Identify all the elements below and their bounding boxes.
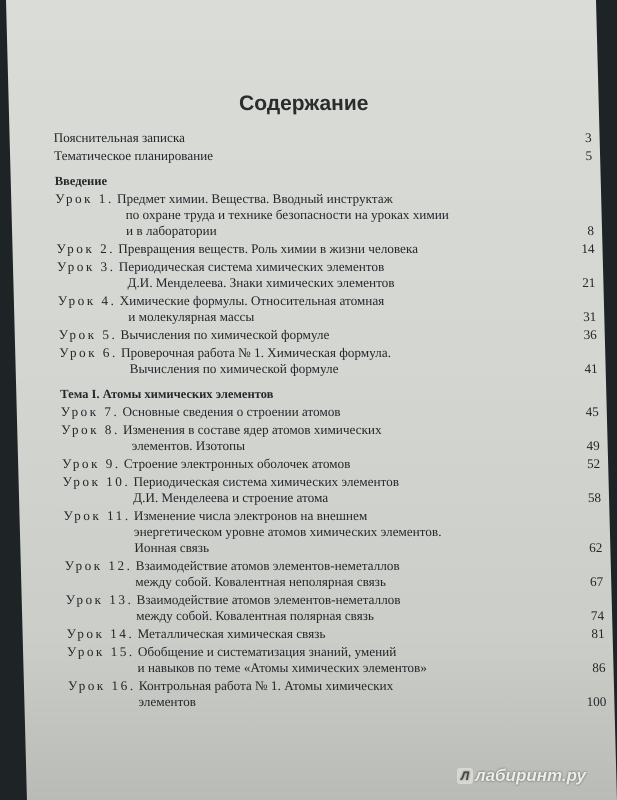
lesson-title: Контрольная работа № 1. Атомы химических [138,678,394,693]
lesson-line [68,694,606,710]
lesson-line [61,422,599,438]
lesson-title: Д.И. Менделеева. Знаки химических элементов [127,275,395,290]
page-number: 31 [582,309,597,324]
lesson-title: элементов [138,694,197,709]
lesson-title: Вычисления по химической формуле [120,327,330,342]
lesson-label: Урок 2. [56,241,116,256]
lesson-line [58,309,596,325]
lesson-label: Урок 16. [67,678,136,693]
lesson-label: Урок 10. [62,474,131,489]
page-number: 3 [584,130,592,145]
lesson-entry [66,626,604,642]
lesson-title: по охране труда и технике безопасности на уроках химии [125,207,450,222]
lesson-title: и в лаборатории [125,223,217,238]
lesson-line [65,574,603,590]
page-number: 67 [589,574,604,589]
lesson-title: Ионная связь [134,540,210,555]
lesson-title: Периодическая система химических элементов [133,474,400,489]
lesson-label: Урок 7. [60,404,120,419]
lesson-title: Вычисления по химической формуле [129,361,339,376]
lesson-line [56,241,594,257]
lesson-title: Изменение числа электронов на внешнем [133,508,368,523]
lesson-title: Обобщение и систематизация знаний, умений [137,644,397,659]
lesson-line [66,608,604,624]
lesson-entry [58,293,597,325]
lesson-label: Урок 15. [66,644,135,659]
lesson-title: и навыков по теме «Атомы химических элементов» [137,660,428,675]
lesson-title: между собой. Ковалентная полярная связь [135,608,375,623]
lesson-title: Взаимодействие атомов элементов-неметаллов [136,592,401,607]
lesson-line [55,191,593,207]
lesson-line [66,626,604,642]
page-number: 8 [587,223,595,238]
lesson-label: Урок 14. [66,626,135,641]
lesson-label: Урок 5. [58,327,118,342]
entry-text: Тематическое планирование [53,148,214,163]
page-number: 81 [591,626,605,641]
page-number: 100 [586,694,607,709]
lesson-title: Периодическая система химических элементов [118,259,385,274]
lesson-title: Изменения в составе ядер атомов химических [122,422,382,437]
lesson-label: Урок 11. [63,508,131,523]
lesson-line [67,644,605,660]
page-number: 41 [584,361,598,376]
toc-line [54,148,592,164]
lesson-title: Строение электронных оболочек атомов [123,456,351,471]
lesson-line [58,293,596,309]
lesson-title: Д.И. Менделеева и строение атома [132,490,329,505]
lesson-label: Урок 9. [61,456,121,471]
lesson-entry [63,508,602,556]
lesson-entry [57,259,596,291]
lesson-entry [59,345,598,377]
lesson-line [57,275,595,291]
page-title: Содержание [238,92,369,115]
page-number: 74 [590,608,605,623]
intro-entries [53,130,592,164]
lesson-title: Превращения веществ. Роль химии в жизни человека [118,241,419,256]
lesson-entry [59,327,597,343]
lesson-entry [66,592,605,624]
lesson-line [61,438,599,454]
watermark-text: лабиринт.ру [475,766,586,785]
lesson-label: Урок 13. [65,592,134,607]
lesson-title: Металлическая химическая связь [137,626,326,641]
lesson-entry [65,558,604,590]
lesson-title: между собой. Ковалентная неполярная связь [135,574,387,589]
lesson-entry [56,241,594,257]
watermark [457,766,586,786]
lesson-line [61,404,599,420]
lesson-title: Химические формулы. Относительная атомная [119,293,385,308]
lesson-title: Предмет химии. Вещества. Вводный инструктаж [116,191,393,206]
lesson-line [63,508,601,524]
intro-lessons [55,191,598,377]
page-number: 86 [592,660,606,675]
lesson-entry [62,456,600,472]
lesson-title: Проверочная работа № 1. Химическая формула. [120,345,392,360]
lesson-title: Основные сведения о строении атомов [122,404,341,419]
section-heading-intro: Введение [54,174,108,188]
lesson-label: Урок 12. [64,558,133,573]
page-number: 58 [587,490,602,505]
toc-line [53,130,591,146]
toc-entry [54,148,592,164]
lesson-label: Урок 3. [56,259,116,274]
lesson-label: Урок 4. [57,293,117,308]
lesson-line [62,456,600,472]
lesson-label: Урок 1. [55,191,114,206]
toc-entry [53,130,591,146]
table-of-contents [53,130,606,712]
entry-text: Пояснительная записка [53,130,186,145]
lesson-entry [62,474,601,506]
lesson-entry [61,422,600,454]
lesson-entry [61,404,599,420]
page-number: 21 [582,275,596,290]
lesson-line [57,259,595,275]
lesson-line [55,207,593,223]
lesson-line [59,361,597,377]
lesson-line [63,490,601,506]
book-page [6,0,617,800]
page-number: 52 [586,456,601,471]
lesson-entry [55,191,594,239]
lesson-line [56,223,594,239]
page-number: 62 [588,540,603,555]
page-number: 14 [581,241,595,256]
section-heading-topic-1: Тема I. Атомы химических элементов [60,387,274,401]
lesson-title: элементов. Изотопы [131,438,246,453]
lesson-line [65,558,603,574]
lesson-label: Урок 8. [61,422,120,437]
lesson-title: и молекулярная массы [128,309,255,324]
lesson-line [66,592,604,608]
lesson-entry [68,678,607,710]
labirint-logo-icon: Л [457,768,473,784]
lesson-line [62,474,600,490]
topic-1-lessons [61,404,607,710]
page-number: 5 [585,148,593,163]
lesson-line [59,345,597,361]
lesson-line [68,678,606,694]
page-number: 45 [585,404,599,419]
lesson-line [59,327,597,343]
lesson-line [67,660,605,676]
lesson-title: Взаимодействие атомов элементов-неметаллов [135,558,400,573]
lesson-line [64,524,602,540]
page-number: 36 [583,327,597,342]
lesson-entry [67,644,606,676]
lesson-line [64,540,602,556]
lesson-title: энергетическом уровне атомов химических элементов. [133,524,442,539]
page-number: 49 [586,438,600,453]
lesson-label: Урок 6. [59,345,118,360]
